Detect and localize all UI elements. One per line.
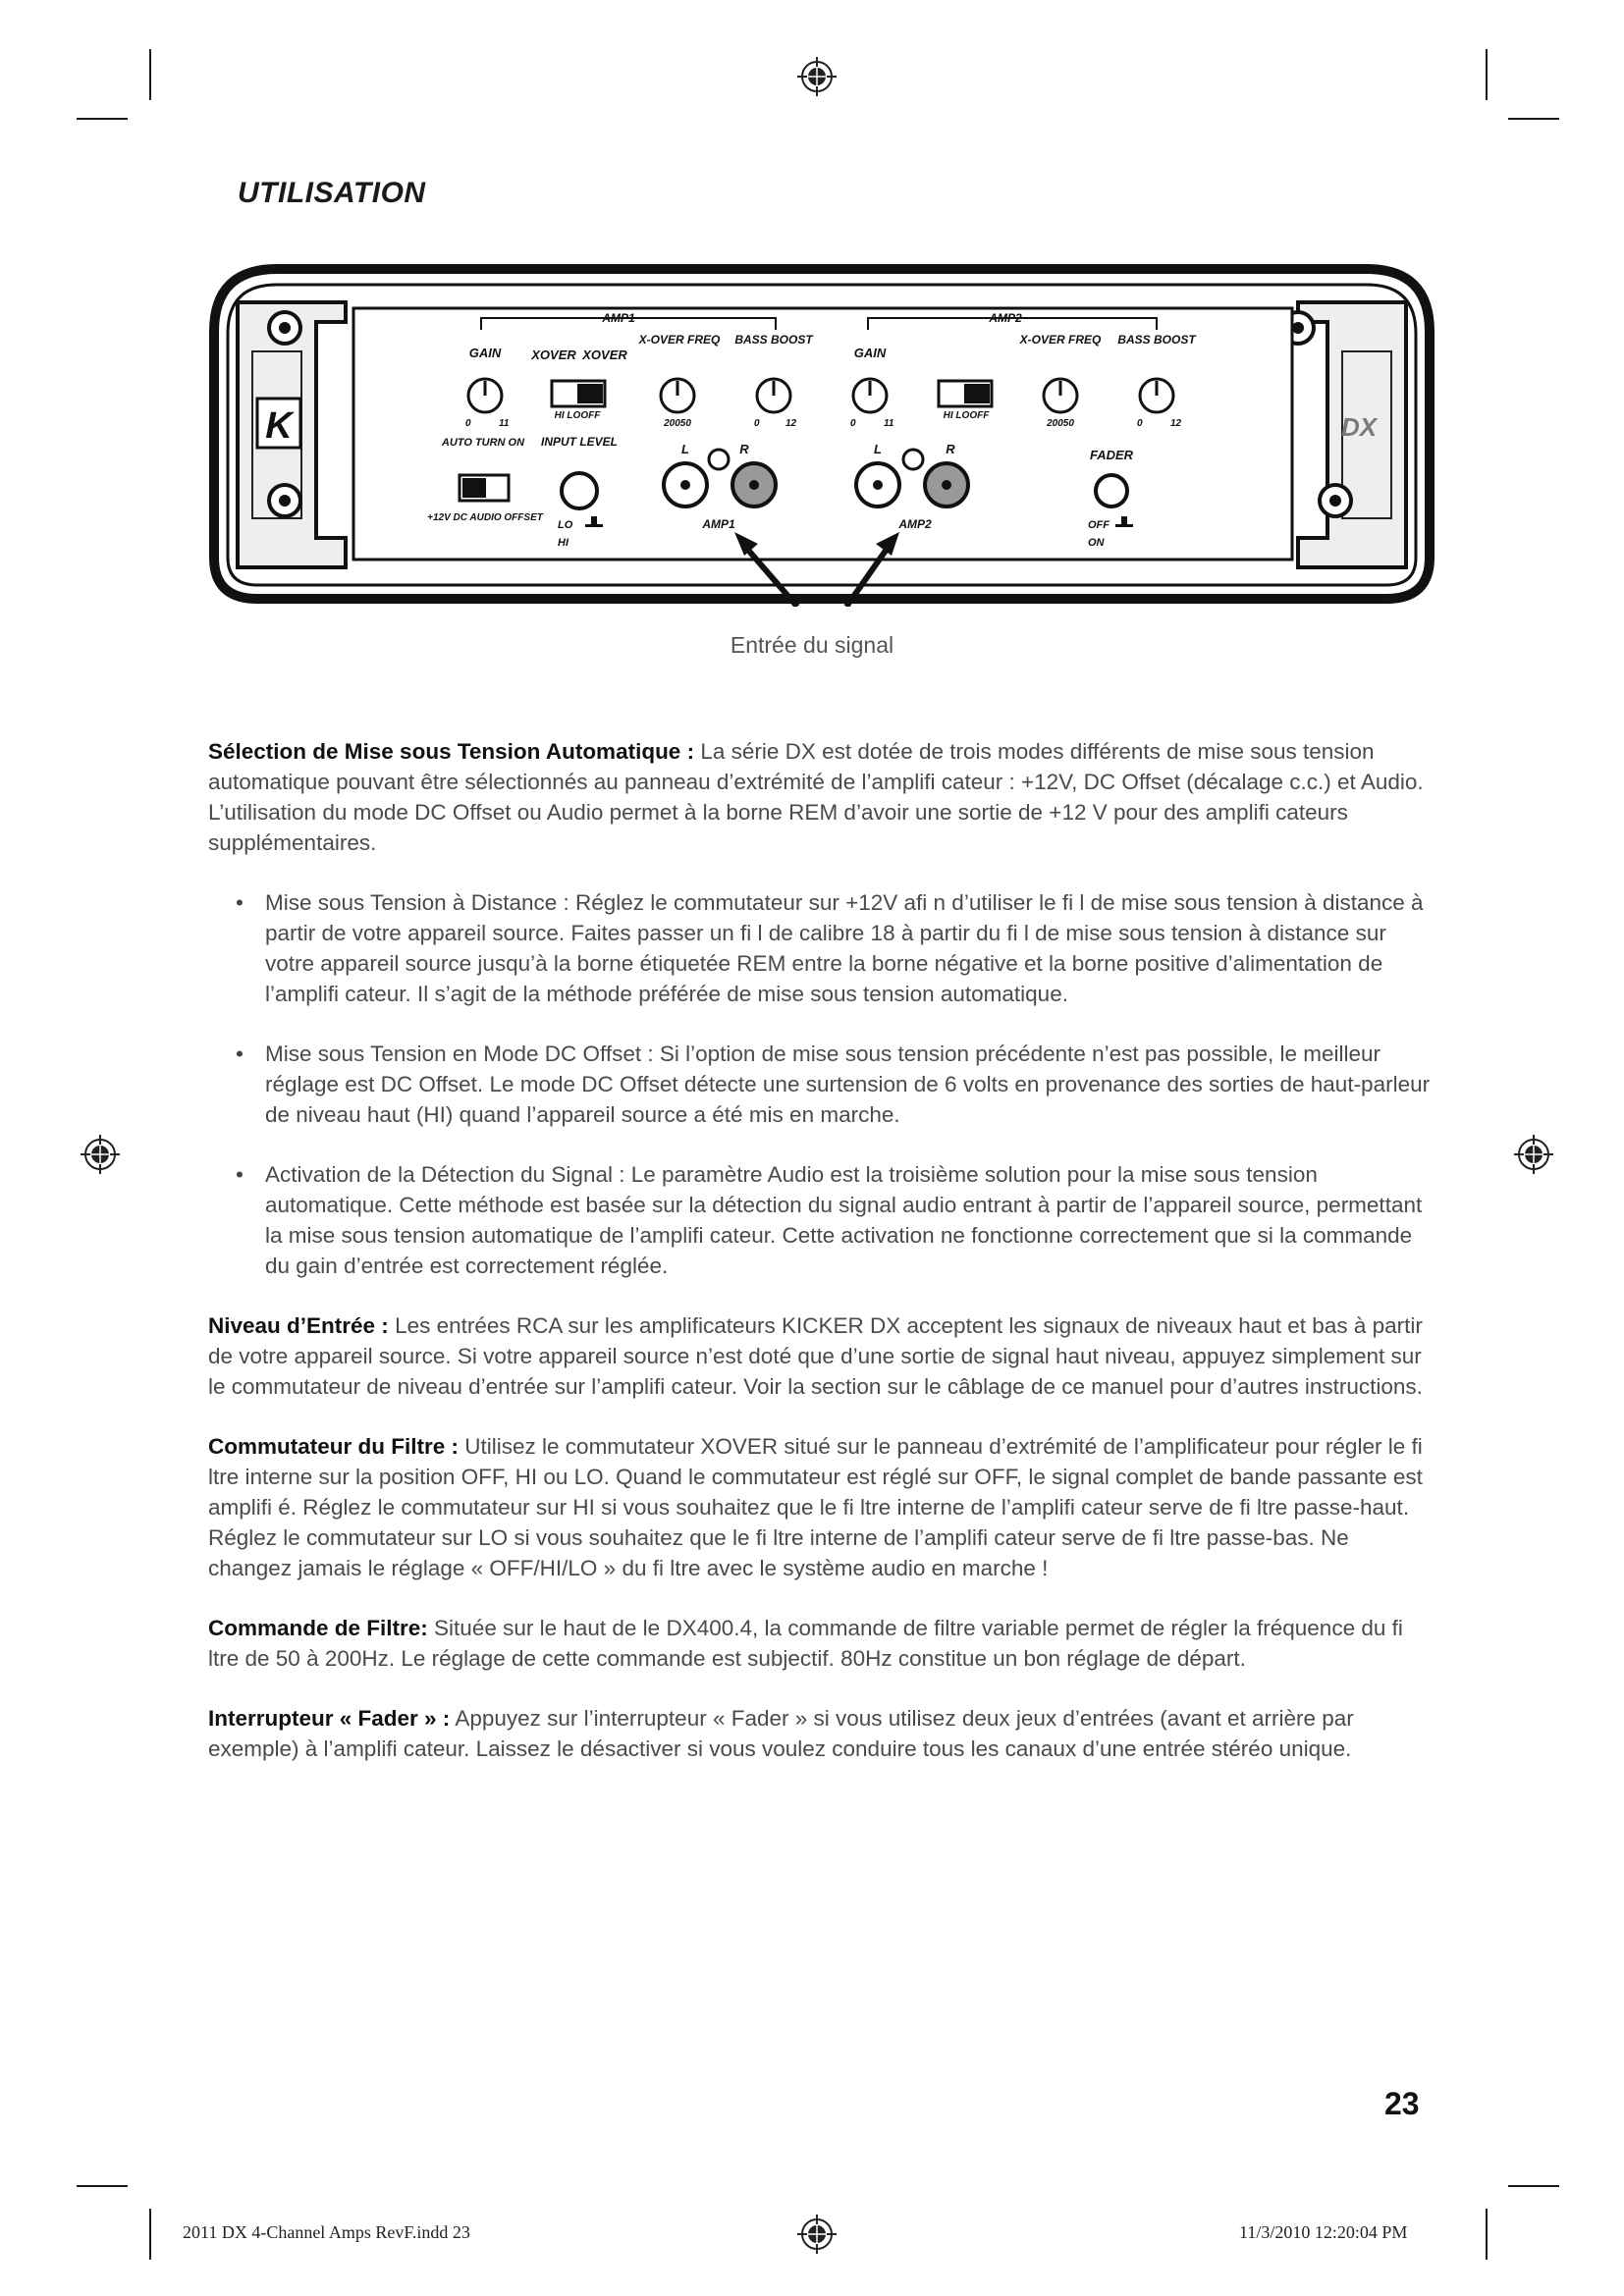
- amp1-xover-positions: HI LOOFF: [554, 410, 601, 421]
- turn-on-modes-label: +12V DC AUDIO OFFSET: [427, 512, 543, 523]
- paragraph-title: Niveau d’Entrée :: [208, 1313, 389, 1338]
- amp1-header: AMP1: [602, 311, 635, 325]
- list-item: • Mise sous Tension à Distance : Réglez le commutateur sur +12V afi n d’utiliser le fi l de mise sous tension à distance à partir de votre appareil source. Faites passer un fi l de calibre 18 à partir du fi l de mise sous tension à distance sur votre appareil source jusqu’à la borne étiquetée REM entre la borne négative et la borne positive d’alimentation de l’amplifi cateur. Il s’agit de la méthode préférée de mise sous tension automatique.: [208, 887, 1435, 1009]
- paragraph-input-level: [208, 1310, 1435, 1402]
- input-lo-label: LO: [558, 519, 573, 531]
- footer-timestamp: 11/3/2010 12:20:04 PM: [1239, 2222, 1408, 2242]
- amp2-rca-label: AMP2: [898, 517, 932, 531]
- amp1-gain-label: GAIN: [468, 346, 502, 360]
- input-level-button-icon: [562, 473, 597, 508]
- crop-mark: [77, 118, 128, 120]
- turn-on-mode-switch-icon: [460, 475, 509, 501]
- amp1-freq-knob-icon: [661, 379, 694, 412]
- paragraph-title: Commutateur du Filtre :: [208, 1434, 460, 1459]
- fader-button-icon: [1096, 475, 1127, 507]
- amp1-gain-min: 0: [465, 418, 471, 429]
- paragraph-text: Utilisez le commutateur XOVER situé sur le panneau d’extrémité de l’amplificateur pour régler le fi ltre interne sur la position OFF, HI ou LO. Quand le commutateur est réglé sur OFF, le signal complet de bande passante est amplifi é. Réglez le commutateur sur HI si vous souhaitez que le fi ltre interne de l’amplifi cateur serve de fi ltre passe-haut. Réglez le commutateur sur LO si vous souhaitez que le fi ltre interne de l’amplifi cateur serve de fi ltre passe-bas. Ne changez jamais le réglage « OFF/HI/LO » du fi ltre avec le système audio en marche !: [208, 1434, 1423, 1580]
- amp1-freq-range: 20050: [664, 418, 691, 429]
- amp2-xover-freq-label: X-OVER FREQ: [1019, 333, 1102, 347]
- paragraph-filter-control: [208, 1613, 1435, 1674]
- footer-filename: 2011 DX 4-Channel Amps RevF.indd 23: [183, 2222, 470, 2242]
- amp2-gain-knob-icon: [853, 379, 887, 412]
- registration-mark-icon: [795, 55, 839, 98]
- crop-mark: [1486, 2209, 1488, 2260]
- paragraph-title: Interrupteur « Fader » :: [208, 1706, 451, 1731]
- paragraph-title: Sélection de Mise sous Tension Automatique :: [208, 739, 695, 764]
- kicker-logo: K: [265, 405, 293, 447]
- amp2-freq-knob-icon: [1044, 379, 1077, 412]
- amp1-xover-switch-label: XOVER: [582, 347, 627, 362]
- dx-badge: DX: [1340, 412, 1378, 442]
- crop-mark: [1486, 49, 1488, 100]
- crop-mark: [149, 2209, 151, 2260]
- paragraph-auto-turn-on: [208, 736, 1435, 858]
- registration-mark-icon: [795, 2213, 839, 2256]
- amp1-bass-boost-label: BASS BOOST: [734, 333, 813, 347]
- paragraph-fader: [208, 1703, 1435, 1764]
- amp2-gain-label: GAIN: [853, 346, 887, 360]
- amplifier-panel-diagram: [208, 263, 1435, 607]
- amp1-boost-knob-icon: [757, 379, 790, 412]
- amp2-bass-boost-label: BASS BOOST: [1117, 333, 1196, 347]
- amp2-header: AMP2: [989, 311, 1022, 325]
- amp1-xover-freq-label: X-OVER FREQ: [638, 333, 721, 347]
- amp2-boost-knob-icon: [1140, 379, 1173, 412]
- list-item: • Mise sous Tension en Mode DC Offset : Si l’option de mise sous tension précédente n’est pas possible, le meilleur réglage est DC Offset. Le mode DC Offset détecte une surtension de 6 volts en provenance des sorties de haut-parleur de niveau haut (HI) quand l’appareil source a été mis en marche.: [208, 1039, 1435, 1130]
- input-level-label: INPUT LEVEL: [540, 435, 619, 449]
- input-hi-label: HI: [558, 537, 568, 549]
- fader-label: FADER: [1089, 448, 1134, 462]
- paragraph-text: Les entrées RCA sur les amplificateurs KICKER DX acceptent les signaux de niveaux haut et bas à partir de votre appareil source. Si votre appareil source n’est doté que d’une sortie de signal haut niveau, appuyez simplement sur le commutateur de niveau d’entrée sur l’amplifi cateur. Voir la section sur le câblage de ce manuel pour d’autres instructions.: [208, 1313, 1423, 1399]
- amp2-boost-max: 12: [1170, 418, 1182, 429]
- auto-turn-on-label: AUTO TURN ON: [441, 437, 525, 449]
- amp2-rca-right-label: R: [946, 442, 955, 456]
- amp2-xover-switch-icon: [939, 381, 992, 406]
- amp1-boost-min: 0: [754, 418, 760, 429]
- amp2-gain-max: 11: [884, 418, 894, 429]
- registration-mark-icon: [1512, 1133, 1555, 1176]
- paragraph-title: Commande de Filtre:: [208, 1616, 428, 1640]
- fader-off-label: OFF: [1088, 519, 1110, 531]
- paragraph-filter-switch: [208, 1431, 1435, 1583]
- amp1-rca-right-label: R: [739, 442, 749, 456]
- amp1-boost-max: 12: [785, 418, 797, 429]
- amp1-xover-switch-icon: [552, 381, 605, 406]
- amp2-rca-left-label: L: [874, 442, 882, 456]
- amp1-rca-label: AMP1: [702, 517, 735, 531]
- paragraph-text: Appuyez sur l’interrupteur « Fader » si vous utilisez deux jeux d’entrées (avant et arrière par exemple) à l’amplifi cateur. Laissez le désactiver si vous voulez conduire tous les canaux d’une entrée stéréo unique.: [208, 1706, 1354, 1761]
- list-item: • Activation de la Détection du Signal : Le paramètre Audio est la troisième solution pour la mise sous tension automatique. Cette méthode est basée sur la détection du signal audio entrant à partir de l’appareil source, permettant la mise sous tension automatique de l’amplifi cateur. Cette activation ne fonctionne correctement que si la commande du gain d’entrée est correctement réglée.: [208, 1159, 1435, 1281]
- diagram-caption: Entrée du signal: [730, 632, 894, 658]
- amp1-gain-knob-icon: [468, 379, 502, 412]
- paragraph-text: La série DX est dotée de trois modes différents de mise sous tension automatique pouvant être sélectionnés au panneau d’extrémité de l’amplifi cateur : +12V, DC Offset (décalage c.c.) et Audio. L’utilisation du mode DC Offset ou Audio permet à la borne REM d’avoir une sortie de +12 V pour des amplifi cateurs supplémentaires.: [208, 739, 1424, 855]
- amp1-rca-left-label: L: [681, 442, 689, 456]
- registration-mark-icon: [79, 1133, 122, 1176]
- amp2-gain-min: 0: [850, 418, 856, 429]
- amp2-freq-range: 20050: [1047, 418, 1074, 429]
- amp1-gain-max: 11: [499, 418, 510, 429]
- body-text: [208, 736, 1435, 1793]
- amp2-boost-min: 0: [1137, 418, 1143, 429]
- amp1-xover-label: XOVER: [531, 347, 576, 362]
- section-heading: UTILISATION: [238, 177, 426, 209]
- crop-mark: [77, 2185, 128, 2187]
- amp2-xover-positions: HI LOOFF: [943, 410, 990, 421]
- crop-mark: [1508, 2185, 1559, 2187]
- crop-mark: [1508, 118, 1559, 120]
- page-number: 23: [1384, 2086, 1420, 2121]
- fader-on-label: ON: [1088, 537, 1105, 549]
- paragraph-text: Située sur le haut de le DX400.4, la commande de filtre variable permet de régler la fréquence du fi ltre de 50 à 200Hz. Le réglage de cette commande est subjectif. 80Hz constitue un bon réglage de départ.: [208, 1616, 1403, 1671]
- crop-mark: [149, 49, 151, 100]
- turn-on-modes-list: [208, 887, 1435, 1281]
